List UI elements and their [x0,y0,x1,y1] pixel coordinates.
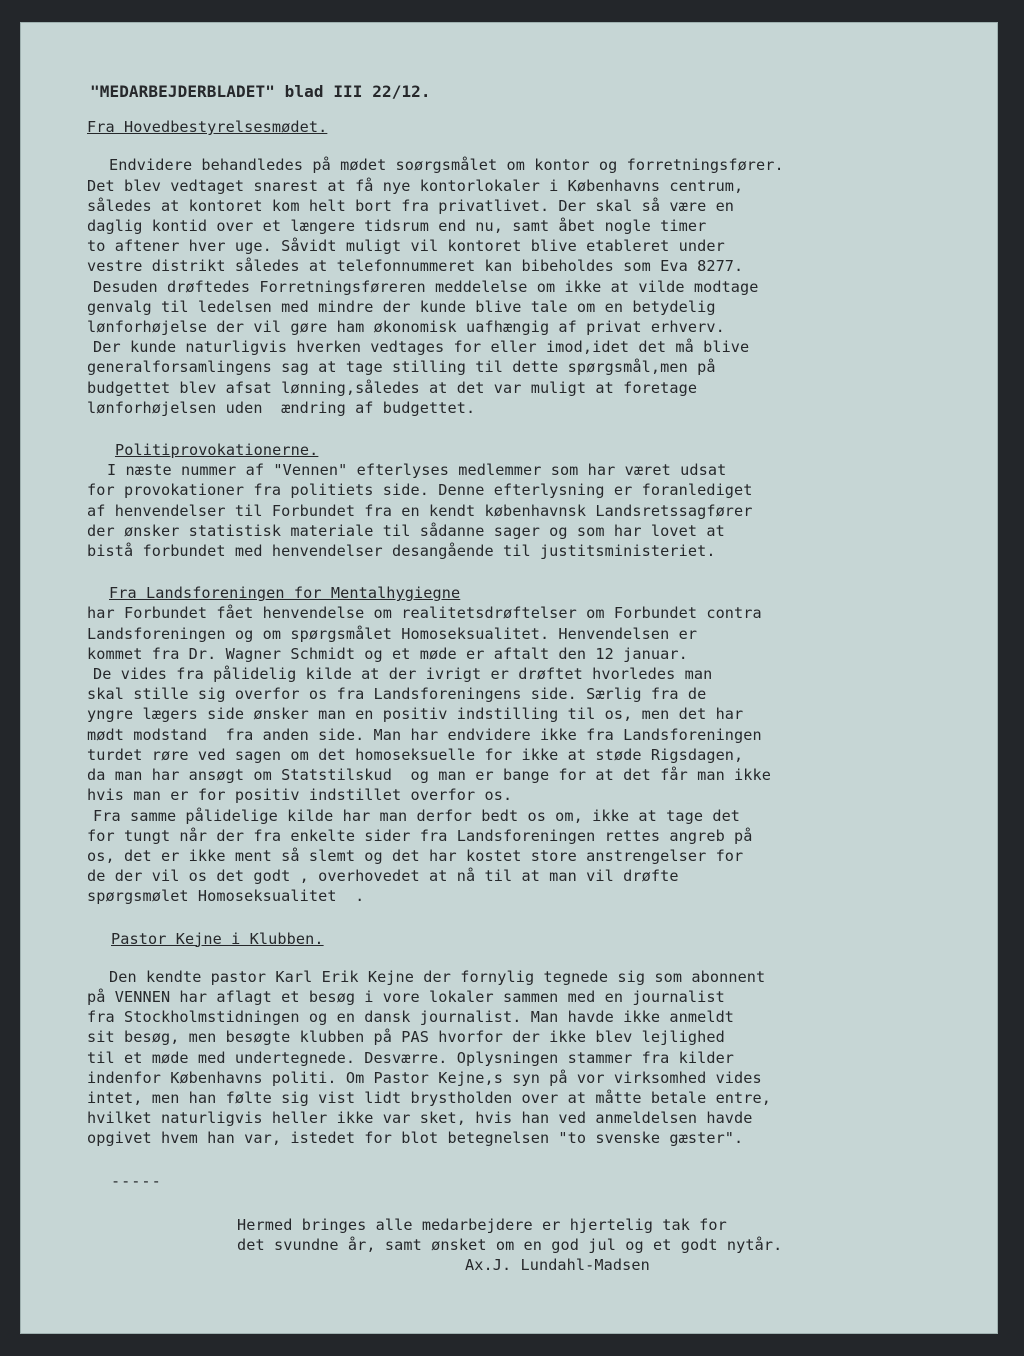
text-line: mødt modstand fra anden side. Man har endvidere ikke fra Landsforeningen [87,725,762,744]
text-line: for tungt når der fra enkelte sider fra Landsforeningen rettes angreb på [87,826,753,845]
closing-line: det svundne år, samt ønsket om en god jul og et godt nytår. [237,1235,783,1254]
text-line: bistå forbundet med henvendelser desangående til justitsministeriet. [87,542,716,561]
text-line: kommet fra Dr. Wagner Schmidt og et møde er aftalt den 12 januar. [87,644,688,663]
separator-dashes: ----- [111,1171,162,1190]
text-line: turdet røre ved sagen om det homoseksuelle for ikke at støde Rigsdagen, [87,745,744,764]
document-title: "MEDARBEJDERBLADET" blad III 22/12. [90,82,431,101]
text-line: på VENNEN har aflagt et besøg i vore lokaler sammen med en journalist [87,987,725,1006]
text-line: Endvidere behandledes på mødet soørgsmålet om kontor og forretningsfører. [109,156,784,175]
section-heading: Pastor Kejne i Klubben. [111,929,324,948]
text-line: intet, men han følte sig vist lidt brystholden over at måtte betale entre, [87,1088,772,1107]
text-line: fra Stockholmstidningen og en dansk journalist. Man havde ikke anmeldt [87,1008,735,1027]
section-pastor-kejne [87,929,972,1149]
text-line: da man har ansøgt om Statstilskud og man er bange for at det får man ikke [87,766,772,785]
paper-sheet [20,22,998,1334]
text-line: yngre lægers side ønsker man en positiv indstilling til os, men det har [87,705,744,724]
text-line: lønforhøjelsen uden ændring af budgettet. [87,398,476,417]
closing-line: Hermed bringes alle medarbejdere er hjertelig tak for [237,1215,727,1234]
text-line: opgivet hvem han var, istedet for blot betegnelsen "to svenske gæster". [87,1129,744,1148]
text-line: hvilket naturligvis heller ikke var sket, hvis han ved anmeldelsen havde [87,1109,753,1128]
text-line: skal stille sig overfor os fra Landsforeningens side. Særlig fra de [87,685,707,704]
section-heading: Politiprovokationerne. [115,441,319,460]
text-line: vestre distrikt således at telefonnummeret kan bibeholdes som Eva 8277. [87,257,744,276]
text-line: generalforsamlingens sag at tage stilling til dette spørgsmål,men på [87,358,716,377]
text-line: Fra samme pålidelige kilde har man derfor bedt os om, ikke at tage det [93,806,741,825]
section-landsforeningen [87,583,972,906]
text-line: har Forbundet fået henvendelse om realitetsdrøftelser om Forbundet contra [87,604,762,623]
signature: Ax.J. Lundahl-Madsen [465,1256,650,1275]
text-line: Det blev vedtaget snarest at få nye kontorlokaler i Københavns centrum, [87,176,744,195]
text-line: budgettet blev afsat lønning,således at det var muligt at foretage [87,378,698,397]
text-line: til et møde med undertegnede. Desværre. Oplysningen stammer fra kilder [87,1048,735,1067]
text-line: I næste nummer af "Vennen" efterlyses medlemmer som har været udsat [107,461,727,480]
text-line: der ønsker statistisk materiale til sådanne sager og som har lovet at [87,521,725,540]
text-line: af henvendelser til Forbundet fra en kendt københavnsk Landsretssagfører [87,501,753,520]
section-politiprovokationer [87,440,972,561]
text-line: for provokationer fra politiets side. Denne efterlysning er foranlediget [87,481,753,500]
text-line: hvis man er for positiv indstillet overfor os. [87,786,513,805]
text-line: Desuden drøftedes Forretningsføreren meddelelse om ikke at vilde modtage [93,277,759,296]
text-line: indenfor Københavns politi. Om Pastor Kejne,s syn på vor virksomhed vides [87,1068,762,1087]
text-line: to aftener hver uge. Såvidt muligt vil kontoret blive etableret under [87,237,725,256]
text-line: således at kontoret kom helt bort fra privatlivet. Der skal så være en [87,196,735,215]
text-line: daglig kontid over et længere tidsrum end nu, samt åbet nogle timer [87,217,707,236]
text-line: Den kendte pastor Karl Erik Kejne der fornylig tegnede sig som abonnent [109,967,766,986]
section-heading: Fra Hovedbestyrelsesmødet. [87,118,328,137]
text-line: sit besøg, men besøgte klubben på PAS hvorfor der ikke blev lejlighed [87,1028,725,1047]
text-line: spørgsmølet Homoseksualitet . [87,887,365,906]
text-line: lønforhøjelse der vil gøre ham økonomisk uafhængig af privat erhverv. [87,318,725,337]
typewritten-text [87,82,972,1275]
section-hovedbestyrelse [87,117,972,418]
closing-greeting [87,1215,972,1276]
text-line: os, det er ikke ment så slemt og det har kostet store anstrengelser for [87,846,744,865]
text-line: De vides fra pålidelig kilde at der ivrigt er drøftet hvorledes man [93,665,713,684]
text-line: genvalg til ledelsen med mindre der kunde blive tale om en betydelig [87,297,716,316]
text-line: Landsforeningen og om spørgsmålet Homoseksualitet. Henvendelsen er [87,624,698,643]
text-line: Der kunde naturligvis hverken vedtages for eller imod,idet det må blive [93,338,750,357]
section-heading: Fra Landsforeningen for Mentalhygiegne [109,584,461,603]
text-line: de der vil os det godt , overhovedet at nå til at man vil drøfte [87,867,679,886]
